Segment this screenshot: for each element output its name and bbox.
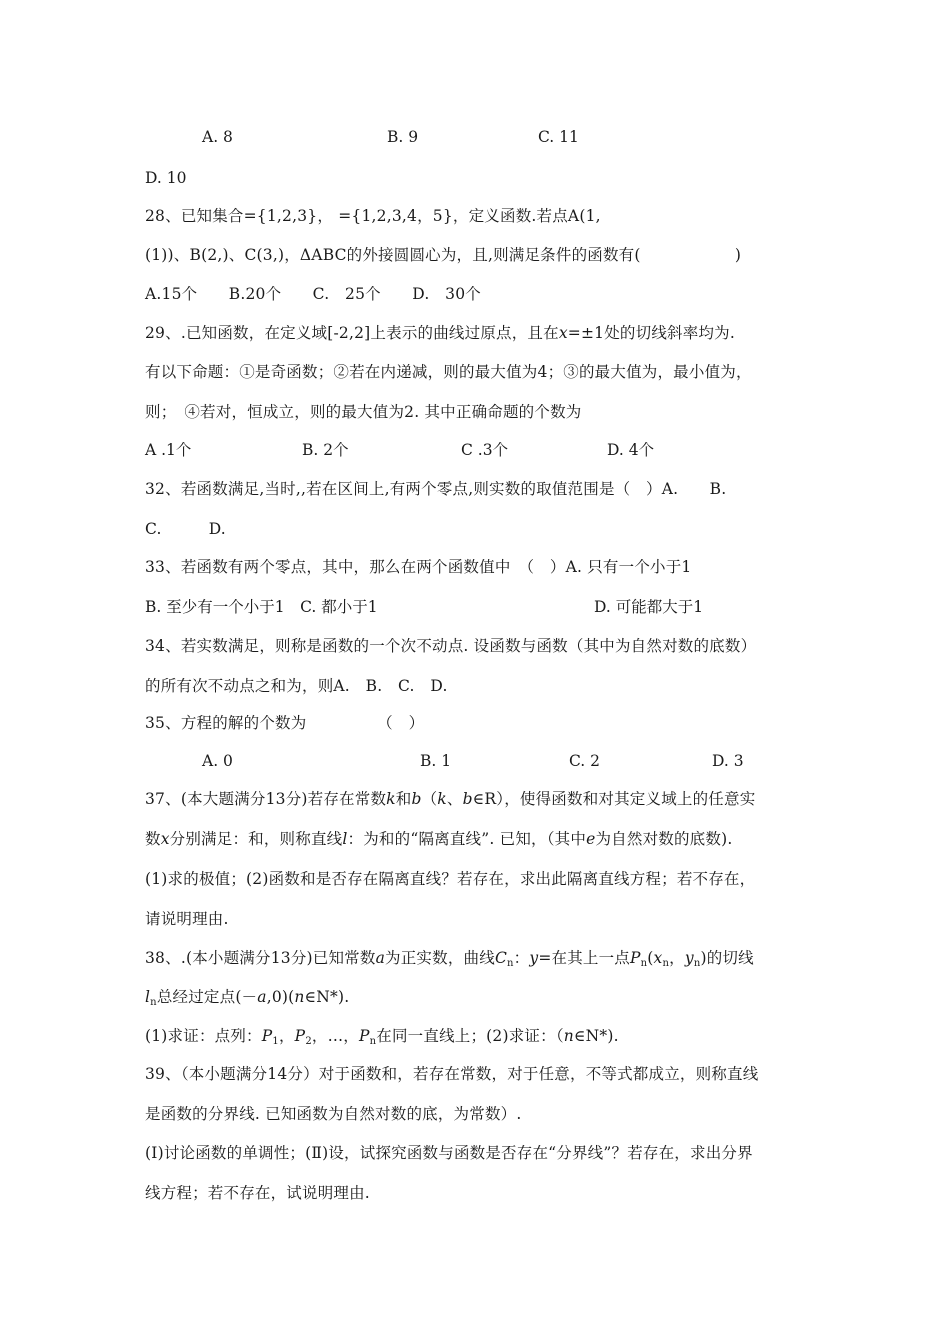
q32-line-2: C. D. xyxy=(145,520,226,538)
q29-line-1: 29、.已知函数，在定义域[-2,2]上表示的曲线过原点，且在x=±1处的切线斜率均为. xyxy=(145,324,735,342)
q27-option-a: A. 8 xyxy=(202,128,233,146)
q27-option-d: D. 10 xyxy=(145,169,187,187)
q39-line-4: 线方程；若不存在，试说明理由. xyxy=(145,1184,370,1202)
q38-line-1: 38、.(本小题满分13分)已知常数a为正实数，曲线$C_n$：y=在其上一点$P_n(x_n$，$y_n$)的切线 xyxy=(145,949,754,969)
q38-line-2: $l_n$总经过定点(－a,0)(n∈N*). xyxy=(145,988,350,1008)
q29-line-3: 则； ④若对，恒成立，则的最大值为2. 其中正确命题的个数为 xyxy=(145,403,582,421)
q39-line-3: (Ⅰ)讨论函数的单调性；(Ⅱ)设，试探究函数与函数是否存在“分界线”？若存在，求出分界 xyxy=(145,1144,753,1162)
q28-line-2: (1))、B(2,)、C(3,)，ΔABC的外接圆圆心为，且,则满足条件的函数有( ) xyxy=(145,246,742,264)
q35-option-d: D. 3 xyxy=(712,752,744,770)
q37-line-2: 数x分别满足：和，则称直线l：为和的“隔离直线”. 已知，（其中e为自然对数的底数). xyxy=(145,830,733,848)
q33-option-d: D. 可能都大于1 xyxy=(594,598,704,616)
q33-option-b-c: B. 至少有一个小于1 C. 都小于1 xyxy=(145,598,378,616)
q29-option-b: B. 2个 xyxy=(302,441,349,459)
q29-option-a: A .1个 xyxy=(145,441,192,459)
q35-line-1: 35、方程的解的个数为 （ ） xyxy=(145,714,425,732)
q27-option-b: B. 9 xyxy=(387,128,419,146)
q37-line-3: (1)求的极值；(2)函数和是否存在隔离直线？若存在，求出此隔离直线方程；若不存在， xyxy=(145,870,756,888)
q35-option-a: A. 0 xyxy=(202,752,233,770)
q34-line-2: 的所有次不动点之和为，则A. B. C. D. xyxy=(145,677,448,695)
q33-line-1: 33、若函数有两个零点，其中，那么在两个函数值中 （ ）A. 只有一个小于1 xyxy=(145,558,692,576)
q35-option-b: B. 1 xyxy=(420,752,452,770)
q32-line-1: 32、若函数满足,当时,,若在区间上,有两个零点,则实数的取值范围是（ ）A. B. xyxy=(145,480,727,498)
q35-option-c: C. 2 xyxy=(569,752,601,770)
q39-line-2: 是函数的分界线. 已知函数为自然对数的底，为常数）. xyxy=(145,1105,522,1123)
q37-line-4: 请说明理由. xyxy=(145,910,229,928)
q27-option-c: C. 11 xyxy=(538,128,579,146)
q29-option-c: C .3个 xyxy=(461,441,509,459)
q38-line-3: (1)求证：点列：$P_1$，$P_2$，…，$P_n$在同一直线上；(2)求证：（n∈N*). xyxy=(145,1027,619,1047)
q28-options: A.15个 B.20个 C. 25个 D. 30个 xyxy=(145,285,481,303)
q28-line-1: 28、已知集合={1,2,3}， ={1,2,3,4，5}，定义函数.若点A(1, xyxy=(145,207,601,225)
q39-line-1: 39、（本小题满分14分）对于函数和，若存在常数，对于任意，不等式都成立，则称直线 xyxy=(145,1065,759,1083)
q29-line-2: 有以下命题：①是奇函数；②若在内递减，则的最大值为4；③的最大值为，最小值为， xyxy=(145,363,752,381)
q29-option-d: D. 4个 xyxy=(607,441,655,459)
q37-line-1: 37、(本大题满分13分)若存在常数k和b（k、b∈R），使得函数和对其定义域上的任意实 xyxy=(145,790,756,808)
q34-line-1: 34、若实数满足，则称是函数的一个次不动点. 设函数与函数（其中为自然对数的底数） xyxy=(145,637,757,655)
